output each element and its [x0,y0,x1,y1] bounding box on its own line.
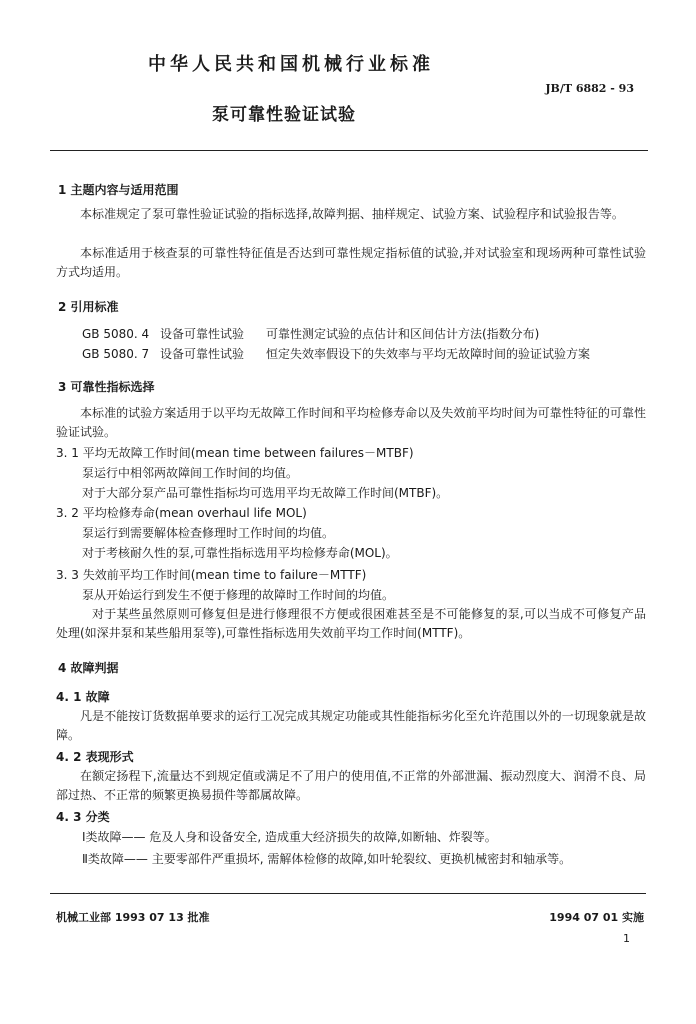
subsection-3-2-heading: 3. 2 平均检修寿命(mean overhaul life MOL) [56,506,307,520]
section-1-paragraph-1: 本标准规定了泵可靠性验证试验的指标选择,故障判据、抽样规定、试验方案、试验程序和试验报告等。 [80,207,624,221]
reference-description: 可靠性测定试验的点估计和区间估计方法(指数分布) [266,327,540,341]
subsection-3-1-line-2: 对于大部分泵产品可靠性指标均可选用平均无故障工作时间(MTBF)。 [82,486,449,500]
issuing-body: 中华人民共和国机械行业标准 [148,54,434,75]
subsection-3-3-line-1: 泵从开始运行到发生不便于修理的故障时工作时间的均值。 [82,588,395,602]
reference-code: GB 5080. 4 [82,327,150,341]
subsection-3-1-line-1: 泵运行中相邻两故障间工作时间的均值。 [82,466,299,480]
reference-item [82,345,590,363]
page-number: 1 [623,932,630,945]
subsection-3-2-line-1: 泵运行到需要解体检查修理时工作时间的均值。 [82,526,335,540]
subsection-4-2-heading: 4. 2 表现形式 [56,750,134,764]
approval-date: 机械工业部 1993 07 13 批准 [56,911,210,924]
reference-code: GB 5080. 7 [82,347,150,361]
effective-date: 1994 07 01 实施 [549,911,644,924]
subsection-4-2-paragraph: 在额定扬程下,流量达不到规定值或满足不了用户的使用值,不正常的外部泄漏、振动烈度大、润滑不良、局部过热、不正常的频繁更换易损件等都属故障。 [56,769,646,802]
subsection-4-3-heading: 4. 3 分类 [56,810,110,824]
header-divider [50,150,648,151]
section-2-heading: 2 引用标准 [58,300,119,314]
reference-name: 设备可靠性试验 [160,327,245,341]
reference-name: 设备可靠性试验 [160,347,245,361]
section-3-intro: 本标准的试验方案适用于以平均无故障工作时间和平均检修寿命以及失效前平均时间为可靠性特征的可靠性验证试验。 [56,406,646,439]
reference-description: 恒定失效率假设下的失效率与平均无故障时间的验证试验方案 [266,347,591,361]
footer-divider [50,893,646,894]
subsection-3-1-heading: 3. 1 平均无故障工作时间(mean time between failures－MTBF) [56,446,414,460]
subsection-3-3-paragraph: 对于某些虽然原则可修复但是进行修理很不方便或很困难甚至是不可能修复的泵,可以当成不可修复产品处理(如深井泵和某些船用泵等),可靠性指标选用失效前平均工作时间(MTTF)。 [56,607,646,640]
subsection-3-2-line-2: 对于考核耐久性的泵,可靠性指标选用平均检修寿命(MOL)。 [82,546,398,560]
subsection-4-1-paragraph: 凡是不能按订货数据单要求的运行工况完成其规定功能或其性能指标劣化至允许范围以外的一切现象就是故障。 [56,709,646,742]
standard-number: JB/T 6882 - 93 [545,82,634,95]
section-3-heading: 3 可靠性指标选择 [58,380,155,394]
subsection-4-1-heading: 4. 1 故障 [56,690,110,704]
section-4-heading: 4 故障判据 [58,661,119,675]
fault-class-2: Ⅱ类故障—— 主要零部件严重损坏, 需解体检修的故障,如叶轮裂纹、更换机械密封和轴承等。 [82,852,572,866]
fault-class-1: Ⅰ类故障—— 危及人身和设备安全, 造成重大经济损失的故障,如断轴、炸裂等。 [82,830,497,844]
section-1-paragraph-2: 本标准适用于核查泵的可靠性特征值是否达到可靠性规定指标值的试验,并对试验室和现场两种可靠性试验方式均适用。 [56,246,646,279]
section-1-heading: 1 主题内容与适用范围 [58,183,179,197]
subsection-3-3-heading: 3. 3 失效前平均工作时间(mean time to failure－MTTF) [56,568,367,582]
document-title: 泵可靠性验证试验 [212,105,356,125]
reference-item [82,325,539,343]
